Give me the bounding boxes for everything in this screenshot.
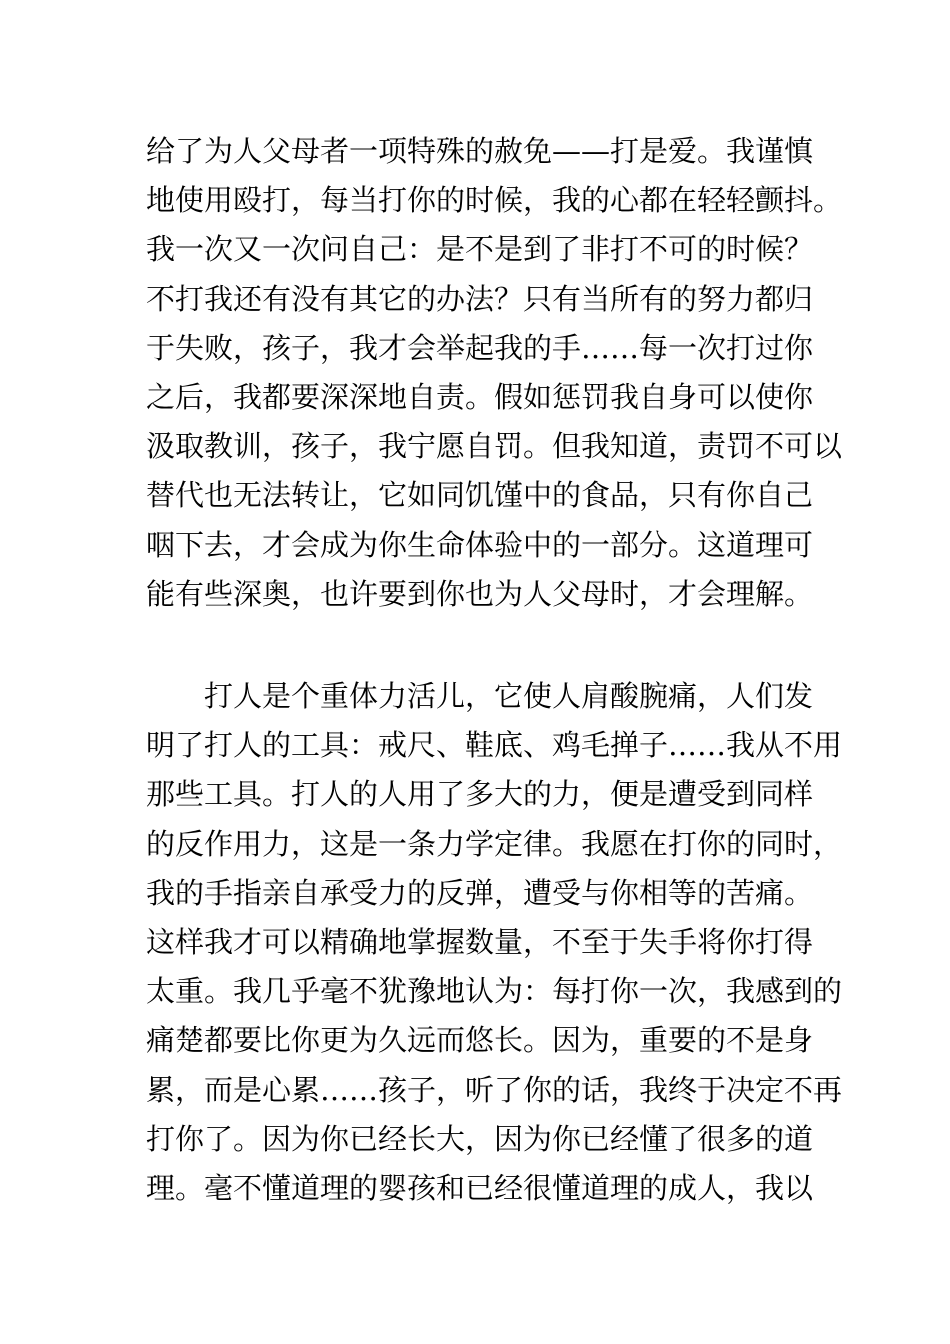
paragraph-1-line-10: 能有些深奥，也许要到你也为人父母时，才会理解。 <box>146 576 814 611</box>
paragraph-2-line-9: 累，而是心累……孩子，听了你的话，我终于决定不再 <box>146 1072 843 1107</box>
paragraph-2-line-11: 理。毫不懂道理的婴孩和已经很懂道理的成人，我以 <box>146 1170 814 1205</box>
paragraph-2-line-10: 打你了。因为你已经长大，因为你已经懂了很多的道 <box>146 1121 814 1156</box>
paragraph-1-line-4: 不打我还有没有其它的办法？只有当所有的努力都归 <box>146 281 814 316</box>
paragraph-2-line-4: 的反作用力，这是一条力学定律。我愿在打你的同时， <box>146 826 843 861</box>
paragraph-2-line-6: 这样我才可以精确地掌握数量，不至于失手将你打得 <box>146 924 814 959</box>
paragraph-1 <box>146 127 843 619</box>
paragraph-1-line-6: 之后，我都要深深地自责。假如惩罚我自身可以使你 <box>146 379 814 414</box>
paragraph-1-line-5: 于失败，孩子，我才会举起我的手……每一次打过你 <box>146 330 814 365</box>
paragraph-2 <box>146 672 843 1213</box>
paragraph-2-line-7: 太重。我几乎毫不犹豫地认为：每打你一次，我感到的 <box>146 974 843 1009</box>
paragraph-1-line-1: 给了为人父母者一项特殊的赦免——打是爱。我谨慎 <box>146 134 814 168</box>
paragraph-1-line-9: 咽下去，才会成为你生命体验中的一部分。这道理可 <box>146 527 814 562</box>
paragraph-2-line-5: 我的手指亲自承受力的反弹，遭受与你相等的苦痛。 <box>146 875 814 910</box>
paragraph-1-line-3: 我一次又一次问自己：是不是到了非打不可的时候？ <box>146 232 814 267</box>
paragraph-2-line-8: 痛楚都要比你更为久远而悠长。因为，重要的不是身 <box>146 1023 814 1058</box>
paragraph-1-line-2: 地使用殴打，每当打你的时候，我的心都在轻轻颤抖。 <box>146 183 843 218</box>
paragraph-1-line-8: 替代也无法转让，它如同饥馑中的食品，只有你自己 <box>146 478 814 513</box>
paragraph-2-line-3: 那些工具。打人的人用了多大的力，便是遭受到同样 <box>146 777 814 812</box>
paragraph-1-line-7: 汲取教训，孩子，我宁愿自罚。但我知道，责罚不可以 <box>146 429 843 464</box>
paragraph-2-line-2: 明了打人的工具：戒尺、鞋底、鸡毛掸子……我从不用 <box>146 728 843 763</box>
paragraph-2-line-1: 打人是个重体力活儿，它使人肩酸腕痛，人们发 <box>204 679 814 713</box>
